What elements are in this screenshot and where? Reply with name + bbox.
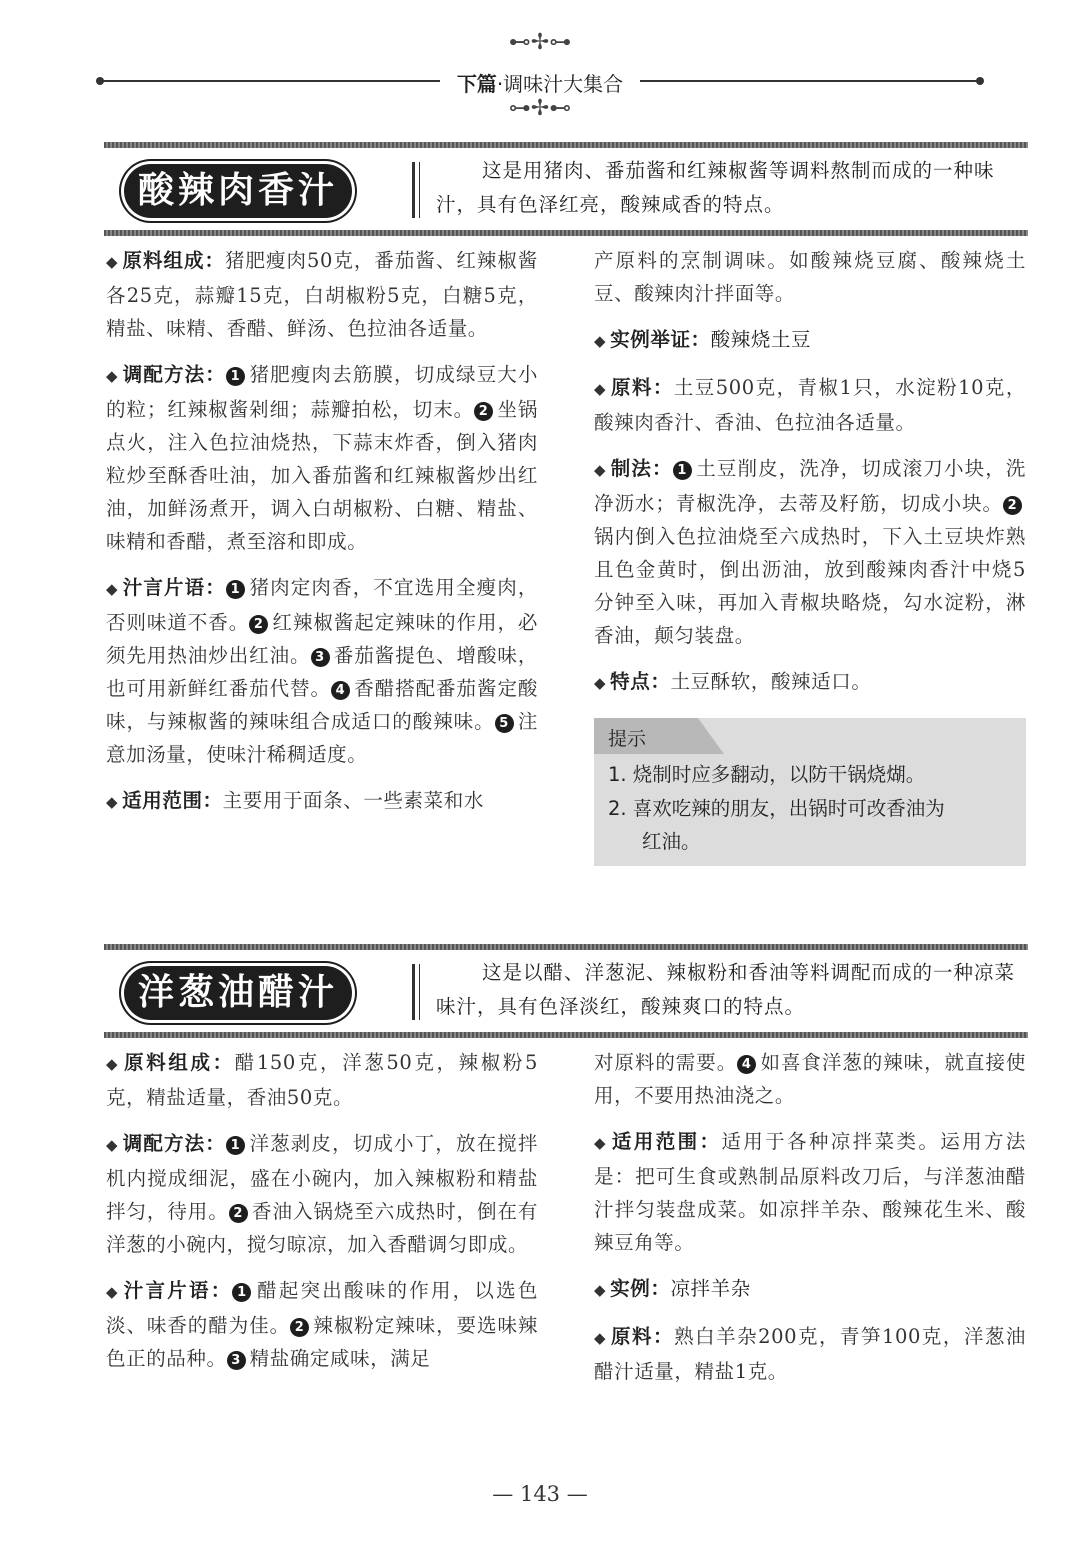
bullet-icon: ◆: [106, 1136, 119, 1154]
tip-item-2-line2: 红油。: [642, 830, 701, 853]
example-label: 实例举证：: [610, 328, 711, 351]
step-number-3: 3: [227, 1351, 246, 1370]
divider-bar: [412, 964, 415, 1020]
usage-label: 适用范围：: [611, 1130, 722, 1153]
procedure-paragraph: [594, 452, 1026, 652]
usage-paragraph: [106, 784, 538, 819]
example-paragraph: [594, 323, 1026, 358]
section-title-badge: 洋葱油醋汁: [124, 966, 352, 1020]
example-ingredients-paragraph: [594, 371, 1026, 439]
divider-bar: [412, 162, 415, 218]
left-column: [106, 1046, 538, 1388]
example-dish: 酸辣烧土豆: [710, 328, 812, 351]
section-intro: 这是以醋、洋葱泥、辣椒粉和香油等料调配而成的一种凉菜味汁，具有色泽淡红，酸辣爽口的特点。: [436, 961, 1016, 1018]
bullet-icon: ◆: [594, 332, 607, 350]
usage-text: 主要用于面条、一些素菜和水: [222, 789, 484, 812]
bullet-icon: ◆: [106, 580, 119, 598]
header-ornament-top: ⊷✢⊶: [508, 30, 572, 55]
right-column: [594, 1046, 1026, 1401]
step-number-5: 5: [495, 714, 514, 733]
step-number-3: 3: [311, 648, 330, 667]
section-rule-bottom: [104, 230, 1028, 236]
feature-label: 特点：: [610, 670, 671, 693]
step-number-4: 4: [331, 681, 350, 700]
bullet-icon: ◆: [594, 674, 607, 692]
method-label: 调配方法：: [122, 363, 226, 386]
step-number-1: 1: [673, 461, 692, 480]
header-separator: ·: [496, 72, 504, 96]
tip-title: 提示: [608, 728, 647, 750]
ingredients-label: 原料组成：: [122, 249, 226, 272]
tip-box: [594, 718, 1026, 866]
section-title-badge: 酸辣肉香汁: [124, 164, 352, 218]
method-paragraph: [106, 358, 538, 558]
method-label: 调配方法：: [122, 1132, 226, 1155]
procedure-label: 制法：: [610, 457, 673, 480]
header-title: [100, 68, 980, 97]
left-column: [106, 244, 538, 832]
procedure-step: 土豆削皮，洗净，切成滚刀小块，洗净沥水；青椒洗净，去蒂及籽筋，切成小块。: [594, 457, 1026, 515]
example-label: 实例：: [610, 1277, 671, 1300]
step-number-4: 4: [737, 1055, 756, 1074]
header-chapter-title: 调味汁大集合: [503, 72, 624, 96]
bullet-icon: ◆: [106, 1283, 120, 1301]
example-dish: 凉拌羊杂: [670, 1277, 751, 1300]
example-ingredients-label: 原料：: [611, 376, 674, 399]
section-header: [104, 142, 1028, 236]
example-ingredients-paragraph: [594, 1320, 1026, 1388]
method-step: 洋葱剥皮，切成小丁，放在搅拌机内搅成细泥，盛在小碗内，加入辣椒粉和精盐拌匀，待用。: [106, 1132, 538, 1223]
step-number-2: 2: [474, 402, 493, 421]
step-number-1: 1: [232, 1283, 251, 1302]
step-number-2: 2: [249, 615, 268, 634]
ingredients-text: 醋150克，洋葱50克，辣椒粉5克，精盐适量，香油50克。: [106, 1051, 538, 1109]
method-step: 香油入锅烧至六成热时，倒在有洋葱的小碗内，搅匀晾凉，加入香醋调匀即成。: [106, 1200, 538, 1256]
notes-label: 汁言片语：: [122, 576, 226, 599]
note-item: 猪肉定肉香，不宜选用全瘦肉，否则味道不香。: [106, 576, 538, 634]
ingredients-paragraph: [106, 1046, 538, 1114]
note-item: 注意加汤量，使味汁稀稠适度。: [106, 710, 538, 766]
tip-item-2-line1: 2. 喜欢吃辣的朋友，出锅时可改香油为: [608, 797, 945, 820]
method-paragraph: [106, 1127, 538, 1261]
usage-continued: 产原料的烹制调味。如酸辣烧豆腐、酸辣烧土豆、酸辣肉汁拌面等。: [594, 249, 1026, 305]
usage-text: 适用于各种凉拌菜类。运用方法是：把可生食或熟制品原料改刀后，与洋葱油醋汁拌匀装盘成菜。如凉拌羊杂、酸辣花生米、酸辣豆角等。: [594, 1130, 1026, 1254]
header-rule-right: [640, 80, 980, 82]
section-rule-top: [104, 142, 1028, 148]
step-number-2: 2: [229, 1204, 248, 1223]
method-step: 坐锅点火，注入色拉油烧热，下蒜末炸香，倒入猪肉粒炒至酥香吐油，加入番茄酱和红辣椒酱炒出红油，加鲜汤煮开，调入白胡椒粉、白糖、精盐、味精和香醋，煮至溶和即成。: [106, 398, 538, 553]
note-item: 精盐确定咸味，满足: [249, 1347, 431, 1370]
right-column: [594, 244, 1026, 713]
section-rule-top: [104, 944, 1028, 950]
ingredients-paragraph: [106, 244, 538, 345]
page-number: — 143 —: [492, 1482, 588, 1506]
ingredients-text: 猪肥瘦肉50克，番茄酱、红辣椒酱各25克，蒜瓣15克，白胡椒粉5克，白糖5克，精盐、味精、香醋、鲜汤、色拉油各适量。: [106, 249, 538, 340]
header-dot-right: [976, 77, 984, 85]
tip-item-1: 1. 烧制时应多翻动，以防干锅烧煳。: [608, 763, 926, 786]
section-rule-bottom: [104, 1032, 1028, 1038]
usage-paragraph: [594, 1125, 1026, 1259]
section-header: [104, 944, 1028, 1038]
notes-continued: [594, 1046, 1026, 1112]
step-number-2: 2: [290, 1318, 309, 1337]
example-ingredients-label: 原料：: [611, 1325, 675, 1348]
step-number-2: 2: [1003, 496, 1022, 515]
note-item: 醋起突出酸味的作用，以选色淡、味香的醋为佳。: [106, 1279, 538, 1337]
example-paragraph: [594, 1272, 1026, 1307]
usage-label: 适用范围：: [122, 789, 223, 812]
bullet-icon: ◆: [106, 367, 119, 385]
notes-continued-text: 对原料的需要。: [594, 1051, 738, 1074]
divider-bar-thin: [419, 964, 420, 1020]
note-item: 如喜食洋葱的辣味，就直接使用，不要用热油浇之。: [594, 1051, 1026, 1107]
note-item: 香醋搭配番茄酱定酸味，与辣椒酱的辣味组合成适口的酸辣味。: [106, 677, 538, 733]
step-number-1: 1: [226, 1136, 245, 1155]
bullet-icon: ◆: [594, 1134, 608, 1152]
notes-paragraph: [106, 1274, 538, 1375]
notes-label: 汁言片语：: [123, 1279, 233, 1302]
step-number-1: 1: [226, 580, 245, 599]
example-ingredients-text: 土豆500克，青椒1只，水淀粉10克，酸辣肉香汁、香油、色拉油各适量。: [594, 376, 1026, 434]
header-part: 下篇: [456, 72, 497, 96]
running-header: [100, 68, 980, 94]
note-item: 辣椒粉定辣味，要选味辣色正的品种。: [106, 1314, 538, 1370]
feature-text: 土豆酥软，酸辣适口。: [670, 670, 872, 693]
bullet-icon: ◆: [594, 380, 607, 398]
bullet-icon: ◆: [106, 253, 119, 271]
notes-paragraph: [106, 571, 538, 771]
bullet-icon: ◆: [594, 1329, 608, 1347]
bullet-icon: ◆: [106, 793, 119, 811]
tip-item-2: [608, 792, 1018, 858]
ingredients-label: 原料组成：: [124, 1051, 235, 1074]
section-intro: 这是用猪肉、番茄酱和红辣椒酱等调料熬制而成的一种味汁，具有色泽红亮，酸辣咸香的特点。: [436, 159, 995, 216]
example-ingredients-text: 熟白羊杂200克，青笋100克，洋葱油醋汁适量，精盐1克。: [594, 1325, 1027, 1383]
note-item: 番茄酱提色、增酸味，也可用新鲜红番茄代替。: [106, 644, 538, 700]
step-number-1: 1: [226, 367, 245, 386]
header-ornament-bottom: ⊶✢⊷: [508, 96, 572, 121]
divider-bar-thin: [419, 162, 420, 218]
bullet-icon: ◆: [106, 1055, 121, 1073]
feature-paragraph: [594, 665, 1026, 700]
bullet-icon: ◆: [594, 1281, 607, 1299]
procedure-step: 锅内倒入色拉油烧至六成热时，下入土豆块炸熟且色金黄时，倒出沥油，放到酸辣肉香汁中烧5分钟至入味，再加入青椒块略烧，勾水淀粉，淋香油，颠匀装盘。: [594, 525, 1026, 647]
bullet-icon: ◆: [594, 461, 607, 479]
method-step: 猪肥瘦肉去筋膜，切成绿豆大小的粒；红辣椒酱剁细；蒜瓣拍松，切末。: [106, 363, 538, 421]
note-item: 红辣椒酱起定辣味的作用，必须先用热油炒出红油。: [106, 611, 538, 667]
